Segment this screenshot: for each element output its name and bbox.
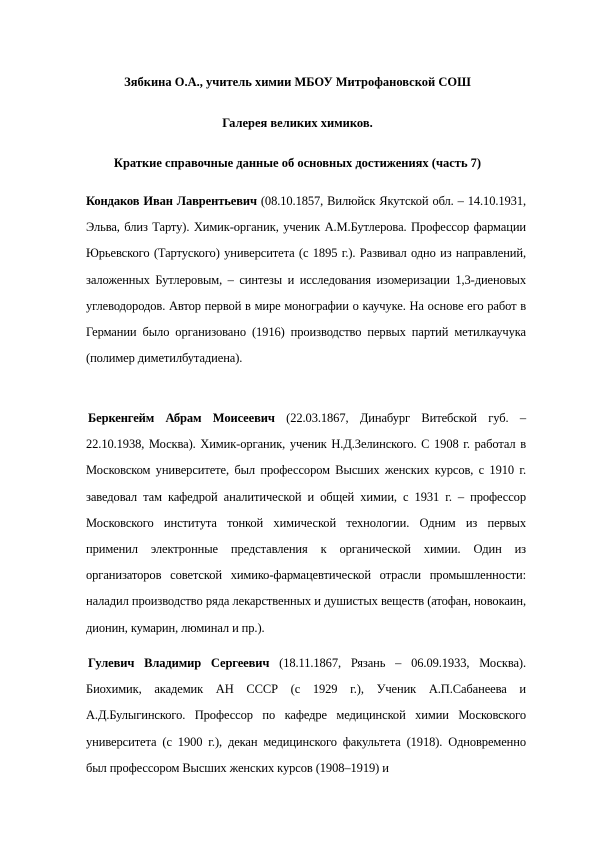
gallery-title: Галерея великих химиков. <box>222 116 373 130</box>
entry-paragraph <box>86 405 526 641</box>
chemist-name: Гулевич Владимир Сергеевич <box>88 656 270 670</box>
entry-text: (08.10.1857, Вилюйск Якутской обл. – 14.10.1931, Эльва, близ Тарту). Химик-органик, ученик А.М.Бутлерова. Профессор фармации Юрьевского (Тартуского) университета (с 1895 г.). Развивал одно из направлений, заложенных Бутлеровым, – синтезы и исследования изомеризации 1,3-диеновых углеводородов. Автор первой в мире монографии о каучуке. На основе его работ в Германии было организовано (1916) производство первых партий метилкаучука (полимер диметилбутадиена). <box>86 194 526 366</box>
chemist-name: Кондаков Иван Лаврентьевич <box>86 194 257 208</box>
entry-paragraph <box>86 650 526 781</box>
entry-text: (22.03.1867, Динабург Витебской губ. – 22.10.1938, Москва). Химик-органик, ученик Н.Д.Зелинского. С 1908 г. работал в Московском университете, был профессором Высших женских курсов, с 1910 г. заведовал там кафедрой аналитической и общей химии, с 1931 г. – профессор Московского института тонкой химической технологии. Одним из первых применил электронные представления к органической химии. Один из организаторов советской химико-фармацевтической отрасли промышленности: наладил производство ряда лекарственных и душистых веществ (атофан, новокаин, дионин, кумарин, люминал и пр.). <box>86 411 527 635</box>
entry-paragraph <box>86 188 526 371</box>
entry-text: (18.11.1867, Рязань – 06.09.1933, Москва). Биохимик, академик АН СССР (с 1929 г.), Ученик А.П.Сабанеева и А.Д.Булыгинского. Профессор по кафедре медицинской химии Московского университета (с 1900 г.), декан медицинского факультета (1918). Одновременно был профессором Высших женских курсов (1908–1919) и <box>86 656 526 775</box>
author-line: Зябкина О.А., учитель химии МБОУ Митрофановской СОШ <box>124 75 471 89</box>
document-subtitle: Краткие справочные данные об основных достижениях (часть 7) <box>113 156 482 170</box>
chemist-name: Беркенгейм Абрам Моисеевич <box>88 411 275 425</box>
